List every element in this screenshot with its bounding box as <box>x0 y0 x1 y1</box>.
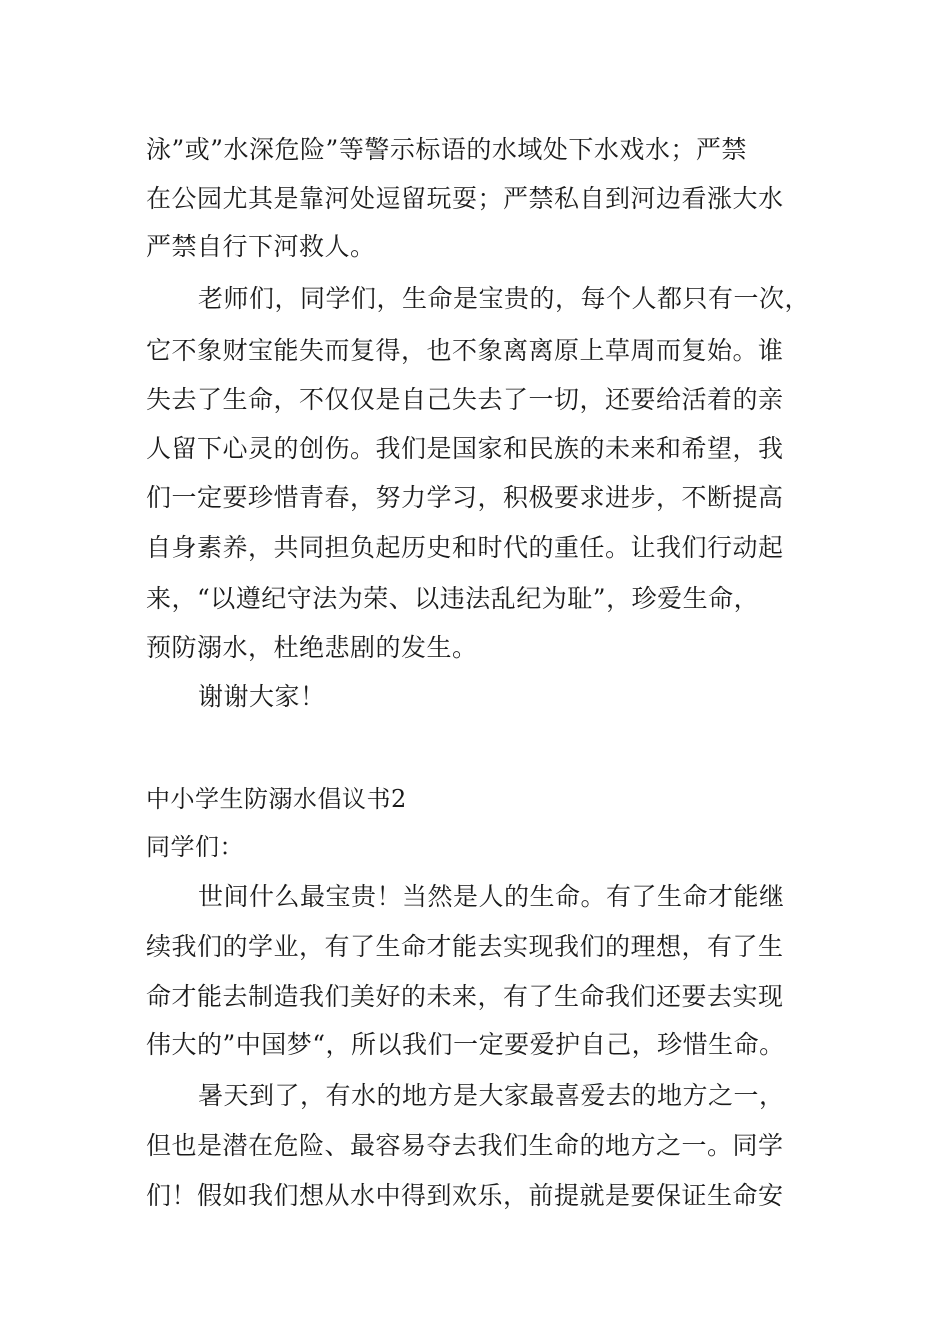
text-line: 在公园尤其是靠河处逗留玩耍；严禁私自到河边看涨大水 <box>146 184 784 213</box>
text-line: 来，“以遵纪守法为荣、以违法乱纪为耻”，珍爱生命， <box>146 584 760 613</box>
section-title: 中小学生防溺水倡议书2 <box>146 785 407 813</box>
text-line: 们一定要珍惜青春，努力学习，积极要求进步，不断提高 <box>146 483 784 512</box>
text-line: 它不象财宝能失而复得，也不象离离原上草周而复始。谁 <box>146 336 784 365</box>
text-line: 自身素养，共同担负起历史和时代的重任。让我们行动起 <box>146 533 784 562</box>
text-line: 失去了生命，不仅仅是自己失去了一切，还要给活着的亲 <box>146 385 784 414</box>
text-line: 伟大的”中国梦“，所以我们一定要爱护自己，珍惜生命。 <box>146 1030 785 1059</box>
paragraph-first-line: 老师们，同学们，生命是宝贵的，每个人都只有一次， <box>198 284 811 313</box>
paragraph-first-line: 暑天到了，有水的地方是大家最喜爱去的地方之一， <box>198 1081 785 1110</box>
salutation: 同学们： <box>146 833 244 861</box>
text-line: 预防溺水，杜绝悲剧的发生。 <box>146 633 478 662</box>
text-line: 但也是潜在危险、最容易夺去我们生命的地方之一。同学 <box>146 1131 784 1160</box>
text-line: 们！假如我们想从水中得到欢乐，前提就是要保证生命安 <box>146 1181 784 1210</box>
text-line: 命才能去制造我们美好的未来，有了生命我们还要去实现 <box>146 982 784 1011</box>
closing-text: 谢谢大家！ <box>198 682 326 711</box>
text-line: 泳”或”水深危险”等警示标语的水域处下水戏水；严禁 <box>146 135 747 164</box>
text-line: 严禁自行下河救人。 <box>146 232 376 261</box>
text-line: 人留下心灵的创伤。我们是国家和民族的未来和希望，我 <box>146 434 784 463</box>
text-line: 续我们的学业，有了生命才能去实现我们的理想，有了生 <box>146 932 784 961</box>
paragraph-first-line: 世间什么最宝贵！当然是人的生命。有了生命才能继 <box>198 882 785 911</box>
